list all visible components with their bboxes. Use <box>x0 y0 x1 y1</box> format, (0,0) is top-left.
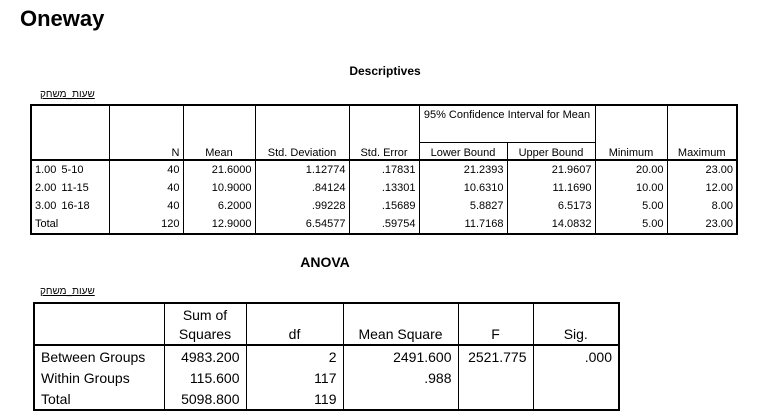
col-header: Sum of Squares <box>164 303 246 345</box>
row-label <box>31 197 109 215</box>
table-cell: 2 <box>246 345 343 367</box>
row-label: Between Groups <box>34 345 164 367</box>
corner-cell <box>31 105 109 143</box>
table-cell <box>458 388 533 410</box>
col-header: Mean <box>183 143 255 161</box>
table-cell: 40 <box>109 179 183 197</box>
col-header: Std. Deviation <box>255 143 349 161</box>
table-cell: .84124 <box>255 179 349 197</box>
table-cell: 117 <box>246 367 343 388</box>
table-cell: .13301 <box>349 179 419 197</box>
corner-cell <box>34 303 164 345</box>
col-header: Std. Error <box>349 143 419 161</box>
row-code: 3.00 <box>35 200 57 212</box>
col-header: Lower Bound <box>419 143 507 161</box>
table-cell: 5098.800 <box>164 388 246 410</box>
table-row <box>31 215 737 234</box>
table-cell: .988 <box>343 367 458 388</box>
table-cell: 23.00 <box>667 215 737 234</box>
table-cell: 6.5173 <box>507 197 595 215</box>
table-cell: 2521.775 <box>458 345 533 367</box>
col-header: Upper Bound <box>507 143 595 161</box>
table-cell: .000 <box>533 345 619 367</box>
table-cell: 12.9000 <box>183 215 255 234</box>
table-cell: 10.00 <box>595 179 667 197</box>
anova-table <box>33 302 620 411</box>
col-header: Mean Square <box>343 303 458 345</box>
table-cell: 6.54577 <box>255 215 349 234</box>
table-row <box>31 179 737 197</box>
table-cell: 21.2393 <box>419 160 507 179</box>
col-header: Sig. <box>533 303 619 345</box>
table-cell: 5.00 <box>595 215 667 234</box>
row-code: 1.00 <box>35 164 57 176</box>
table-cell: 11.7168 <box>419 215 507 234</box>
table-cell: 23.00 <box>667 160 737 179</box>
table-cell <box>343 388 458 410</box>
table-cell: 115.600 <box>164 367 246 388</box>
row-code: 2.00 <box>35 182 57 194</box>
table-cell: 1.12774 <box>255 160 349 179</box>
page-title: Oneway <box>20 6 105 31</box>
table-row <box>34 388 619 410</box>
table-cell: 11.1690 <box>507 179 595 197</box>
table-cell: 120 <box>109 215 183 234</box>
table-cell: 4983.200 <box>164 345 246 367</box>
row-code: Total <box>35 218 59 230</box>
table-cell: 20.00 <box>595 160 667 179</box>
table-cell <box>458 367 533 388</box>
row-label: Total <box>41 390 71 407</box>
col-header: F <box>458 303 533 345</box>
row-label <box>31 179 109 197</box>
anova-caption: ANOVA <box>300 254 350 270</box>
col-header: df <box>246 303 343 345</box>
table-cell: 8.00 <box>667 197 737 215</box>
table-cell <box>533 388 619 410</box>
table-cell: 2491.600 <box>343 345 458 367</box>
table-cell <box>533 367 619 388</box>
table-cell: 21.9607 <box>507 160 595 179</box>
table-cell: 21.6000 <box>183 160 255 179</box>
table-cell: 5.8827 <box>419 197 507 215</box>
table-row <box>31 160 737 179</box>
anova-var-label: שעות_משחק <box>40 286 95 297</box>
row-range: 16-18 <box>61 200 90 212</box>
table-cell: 10.9000 <box>183 179 255 197</box>
col-header: N <box>109 143 183 161</box>
table-cell: .59754 <box>349 215 419 234</box>
col-header: Minimum <box>595 143 667 161</box>
table-cell: .17831 <box>349 160 419 179</box>
table-cell: .15689 <box>349 197 419 215</box>
row-range: 5-10 <box>61 164 84 176</box>
row-label <box>31 160 109 179</box>
table-row <box>34 345 619 367</box>
ci-header: 95% Confidence Interval for Mean <box>419 105 595 143</box>
row-range: 11-15 <box>61 182 89 194</box>
descriptives-caption: Descriptives <box>349 64 421 78</box>
table-cell: 119 <box>246 388 343 410</box>
table-cell: 12.00 <box>667 179 737 197</box>
table-row <box>31 197 737 215</box>
table-cell: 40 <box>109 160 183 179</box>
table-cell: 14.0832 <box>507 215 595 234</box>
col-header: Maximum <box>667 143 737 161</box>
table-cell: 40 <box>109 197 183 215</box>
table-cell: 5.00 <box>595 197 667 215</box>
table-cell: .99228 <box>255 197 349 215</box>
table-cell: 10.6310 <box>419 179 507 197</box>
descriptives-var-label: שעות_משחק <box>40 89 95 100</box>
table-row <box>34 367 619 388</box>
descriptives-table <box>30 104 738 235</box>
row-label: Within Groups <box>41 369 130 386</box>
row-label <box>31 215 109 234</box>
table-cell: 6.2000 <box>183 197 255 215</box>
